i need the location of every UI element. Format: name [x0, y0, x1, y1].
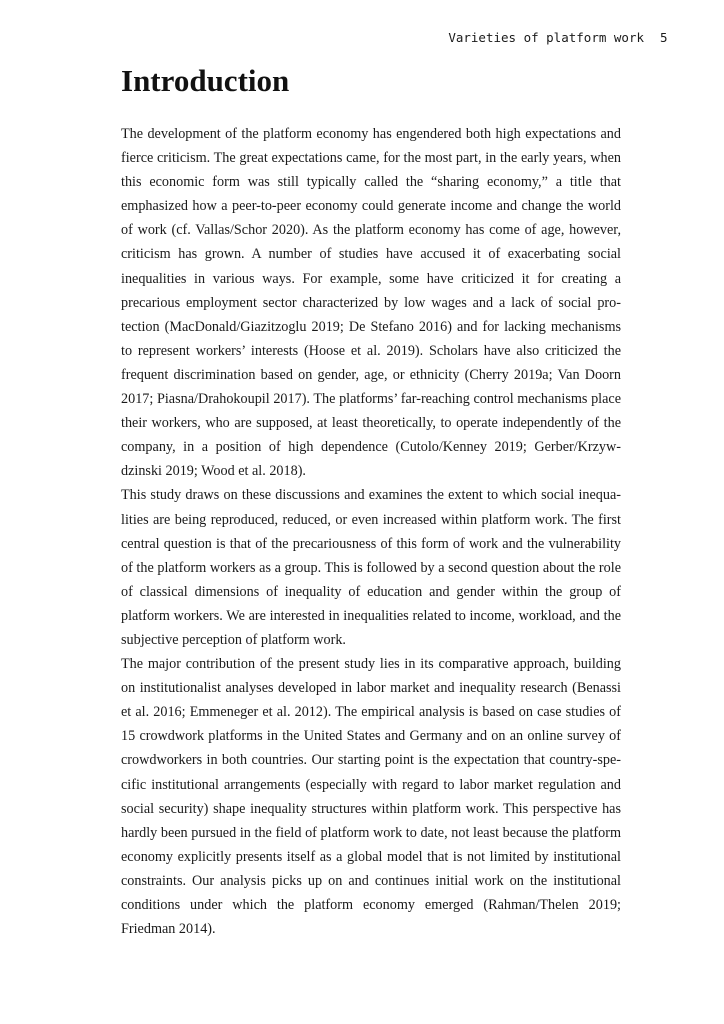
running-header — [448, 30, 668, 45]
section-heading: Introduction — [121, 63, 290, 98]
page-number: 5 — [660, 30, 668, 45]
body-text — [121, 122, 621, 941]
paragraph: The major contribution of the present study lies in its comparative approach, building on institutionalist analyses developed in labor market and inequality research (Benassi et al. 2016; Emmeneger et al. 2012). The empirical analysis is based on case studies of 15 crowdwork platforms in the United States and Germany and on an online survey of crowdworkers in both countries. Our starting point is the expectation that country-specific institutional arrangements (especially with regard to labor market regulation and social security) shape inequality structures within platform work. This perspective has hardly been pursued in the field of platform work to date, not least because the platform economy explicitly presents itself as a global model that is not limited by institutional constraints. Our analysis picks up on and continues initial work on the institutional conditions under which the platform economy emerged (Rahman/Thelen 2019; Friedman 2014). — [121, 656, 621, 938]
paragraph: The development of the platform economy has engendered both high expectations and fierce criticism. The great expectations came, for the most part, in the early years, when this economic form was still typically called the “sharing economy,” a title that emphasized how a peer-to-peer economy could generate income and change the world of work (cf. Vallas/Schor 2020). As the platform economy has come of age, however, criticism has grown. A number of studies have accused it of exacerbating social inequalities in various ways. For example, some have criticized it for creating a precarious employment sector characterized by low wages and a lack of social protection (MacDonald/Giazitzoglu 2019; De Stefano 2016) and for lacking mechanisms to represent workers’ interests (Hoose et al. 2019). Scholars have also criticized the frequent discrimination based on gender, age, or ethnicity (Cherry 2019a; Van Doorn 2017; Piasna/Drahokoupil 2017). The platforms’ far-reaching control mechanisms place their workers, who are supposed, at least theoretically, to operate independently of the company, in a position of high dependence (Cutolo/Kenney 2019; Gerber/Krzywdzinski 2019; Wood et al. 2018). — [121, 126, 621, 480]
paragraph: This study draws on these discussions and examines the extent to which social inequalities are being reproduced, reduced, or even increased within platform work. The first central question is that of the precariousness of this form of work and the vulnerability of the platform workers as a group. This is followed by a second question about the role of classical dimensions of inequality of education and gender within the group of platform workers. We are interested in inequalities related to income, workload, and the subjective perception of platform work. — [121, 487, 621, 648]
running-title: Varieties of platform work — [448, 30, 644, 45]
